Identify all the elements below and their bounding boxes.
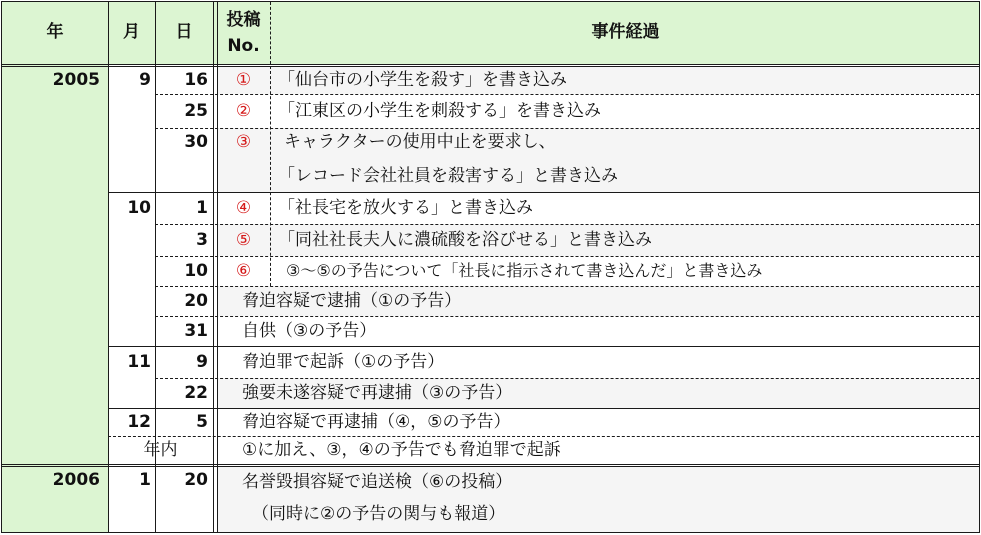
event-text-continued: 「レコード会社社員を殺害する」と書き込み — [278, 166, 618, 186]
event-text: 「同社社長夫人に濃硫酸を浴びせる」と書き込み — [278, 230, 652, 250]
post-number: ③ — [235, 132, 252, 152]
year-column-background — [2, 64, 108, 532]
post-number: ⑤ — [235, 230, 252, 250]
day-cell: 10 — [184, 261, 208, 281]
header-rule — [2, 64, 979, 65]
event-text: 脅迫容疑で逮捕（①の予告） — [242, 291, 462, 311]
month-divider — [108, 192, 979, 193]
events-header: 事件経過 — [591, 22, 660, 42]
day-cell: 16 — [184, 70, 208, 90]
day-cell: 20 — [184, 291, 208, 311]
row-divider — [155, 256, 979, 257]
post-number: ① — [235, 70, 252, 90]
row-divider — [108, 436, 979, 437]
row-divider — [155, 94, 979, 95]
month-header: 月 — [123, 22, 140, 42]
event-text: ③〜⑤の予告について「社長に指示されて書き込んだ」と書き込み — [286, 261, 763, 280]
header-rule — [2, 66, 979, 67]
within-year-cell: 年内 — [143, 440, 178, 460]
post-number: ② — [235, 101, 252, 121]
month-cell: 10 — [127, 198, 151, 218]
year-header: 年 — [46, 22, 64, 42]
day-cell: 5 — [196, 412, 208, 432]
event-text: 「社長宅を放火する」と書き込み — [278, 198, 533, 218]
column-divider — [213, 2, 214, 532]
month-divider — [108, 346, 979, 347]
month-cell: 12 — [127, 412, 151, 432]
day-cell: 20 — [184, 470, 208, 490]
month-divider — [108, 408, 979, 409]
event-text: 名誉毀損容疑で追送検（⑥の投稿） — [242, 472, 513, 492]
day-cell: 3 — [196, 230, 208, 250]
day-cell: 31 — [184, 321, 208, 341]
day-cell: 25 — [184, 101, 208, 121]
post-column-divider — [270, 66, 271, 286]
post-number: ⑥ — [235, 261, 252, 281]
post-number: ④ — [235, 198, 252, 218]
day-cell: 22 — [184, 383, 208, 403]
day-cell: 30 — [184, 132, 208, 152]
month-cell: 11 — [127, 352, 151, 372]
event-text: 強要未遂容疑で再逮捕（③の予告） — [242, 383, 513, 403]
event-text: ①に加え、③，④の予告でも脅迫罪で起訴 — [242, 440, 561, 460]
year-divider — [2, 466, 979, 467]
day-header: 日 — [175, 22, 193, 42]
post-number-header-line2: No. — [227, 36, 260, 56]
row-divider — [155, 128, 979, 129]
event-text: 脅迫容疑で再逮捕（④，⑤の予告） — [242, 412, 511, 432]
month-cell: 1 — [139, 470, 151, 490]
event-text: 自供（③の予告） — [242, 321, 377, 341]
row-divider — [155, 286, 979, 287]
event-text: キャラクターの使用中止を要求し、 — [284, 132, 556, 152]
event-text: 「江東区の小学生を刺殺する」を書き込み — [278, 101, 601, 121]
day-cell: 9 — [196, 352, 208, 372]
event-timeline-table — [1, 1, 980, 533]
event-text: 「仙台市の小学生を殺す」を書き込み — [278, 70, 567, 90]
row-divider — [155, 316, 979, 317]
row-divider — [155, 378, 979, 379]
post-column-divider — [270, 2, 271, 64]
event-text-continued: （同時に②の予告の関与も報道） — [252, 504, 506, 524]
year-divider — [2, 464, 979, 465]
month-cell: 9 — [139, 70, 151, 90]
year-cell: 2005 — [52, 70, 100, 90]
year-cell: 2006 — [52, 470, 100, 490]
post-number-header-line1: 投稿 — [226, 10, 261, 30]
row-divider — [155, 224, 979, 225]
day-cell: 1 — [196, 198, 208, 218]
event-text: 脅迫罪で起訴（①の予告） — [242, 352, 445, 372]
